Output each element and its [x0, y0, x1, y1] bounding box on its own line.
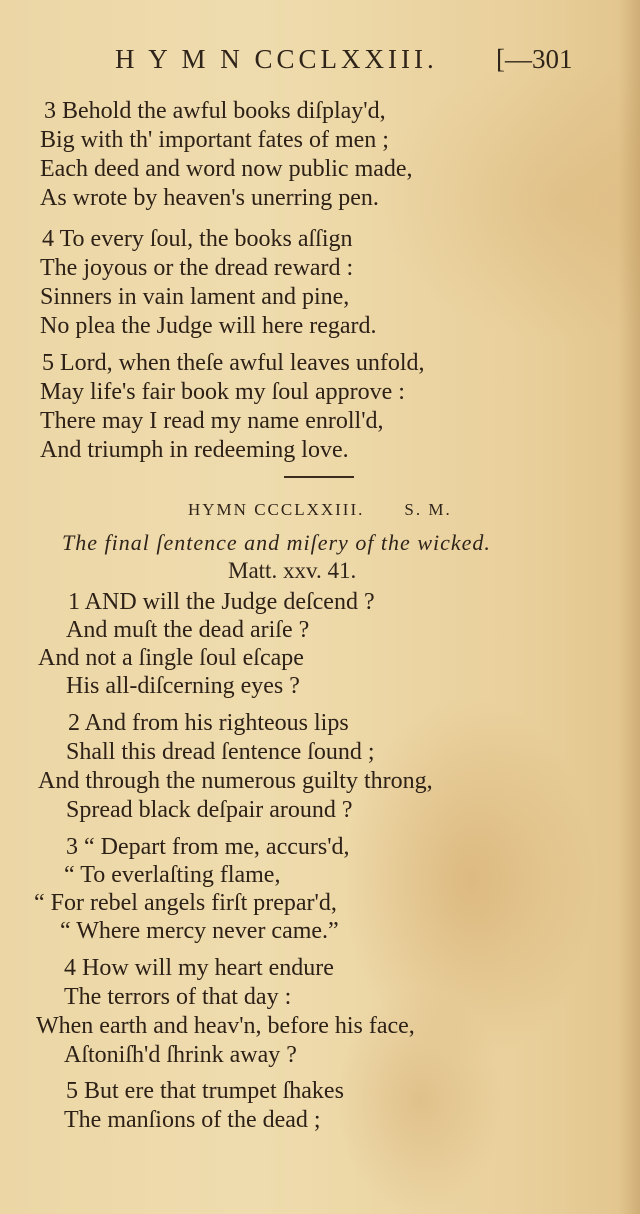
- verse-line: Aſtoniſh'd ſhrink away ?: [64, 1042, 297, 1068]
- verse-line: 2 And from his righteous lips: [68, 710, 349, 736]
- verse-line: And not a ſingle ſoul eſcape: [38, 645, 304, 671]
- verse-line: 3 Behold the awful books diſplay'd,: [44, 98, 386, 124]
- verse-line: Sinners in vain lament and pine,: [40, 284, 350, 310]
- verse-line: 3 “ Depart from me, accurs'd,: [66, 834, 350, 860]
- verse-line: Shall this dread ſentence ſound ;: [66, 739, 375, 765]
- verse-line: Spread black deſpair around ?: [66, 797, 353, 823]
- hymn-caption: The final ſentence and miſery of the wicked.: [62, 530, 491, 555]
- running-header: [0, 42, 640, 82]
- verse-line: When earth and heav'n, before his face,: [36, 1013, 415, 1039]
- verse-line: The manſions of the dead ;: [64, 1107, 321, 1133]
- verse-line: The terrors of that day :: [64, 984, 292, 1010]
- verse-line: And triumph in redeeming love.: [40, 437, 349, 463]
- verse-line: Each deed and word now public made,: [40, 156, 413, 182]
- verse-line: There may I read my name enroll'd,: [40, 408, 384, 434]
- verse-line: 5 Lord, when theſe awful leaves unfold,: [42, 350, 425, 376]
- section-divider: [284, 476, 354, 478]
- hymn-number: HYMN CCCLXXIII.: [188, 500, 365, 519]
- verse-line: His all-diſcerning eyes ?: [66, 673, 300, 699]
- verse-line: 1 AND will the Judge deſcend ?: [68, 589, 375, 615]
- page-number: [—301: [496, 44, 573, 74]
- verse-line: 5 But ere that trumpet ſhakes: [66, 1078, 344, 1104]
- verse-line: “ Where mercy never came.”: [60, 918, 339, 944]
- verse-line: May life's fair book my ſoul approve :: [40, 379, 405, 405]
- verse-line: As wrote by heaven's unerring pen.: [40, 185, 379, 211]
- verse-line: “ For rebel angels firſt prepar'd,: [34, 890, 337, 916]
- verse-line: The joyous or the dread reward :: [40, 255, 354, 281]
- verse-line: “ To everlaſting flame,: [64, 862, 281, 888]
- scripture-reference: Matt. xxv. 41.: [228, 558, 357, 583]
- verse-line: 4 How will my heart endure: [64, 955, 334, 981]
- verse-line: No plea the Judge will here regard.: [40, 313, 377, 339]
- hymn-meter: S. M.: [404, 500, 452, 519]
- verse-line: And through the numerous guilty throng,: [38, 768, 433, 794]
- hymn-heading: [188, 500, 452, 520]
- verse-line: And muſt the dead ariſe ?: [66, 617, 310, 643]
- verse-line: Big with th' important fates of men ;: [40, 127, 389, 153]
- verse-line: 4 To every ſoul, the books aſſign: [42, 226, 353, 252]
- running-title: H Y M N CCCLXXIII.: [115, 44, 438, 74]
